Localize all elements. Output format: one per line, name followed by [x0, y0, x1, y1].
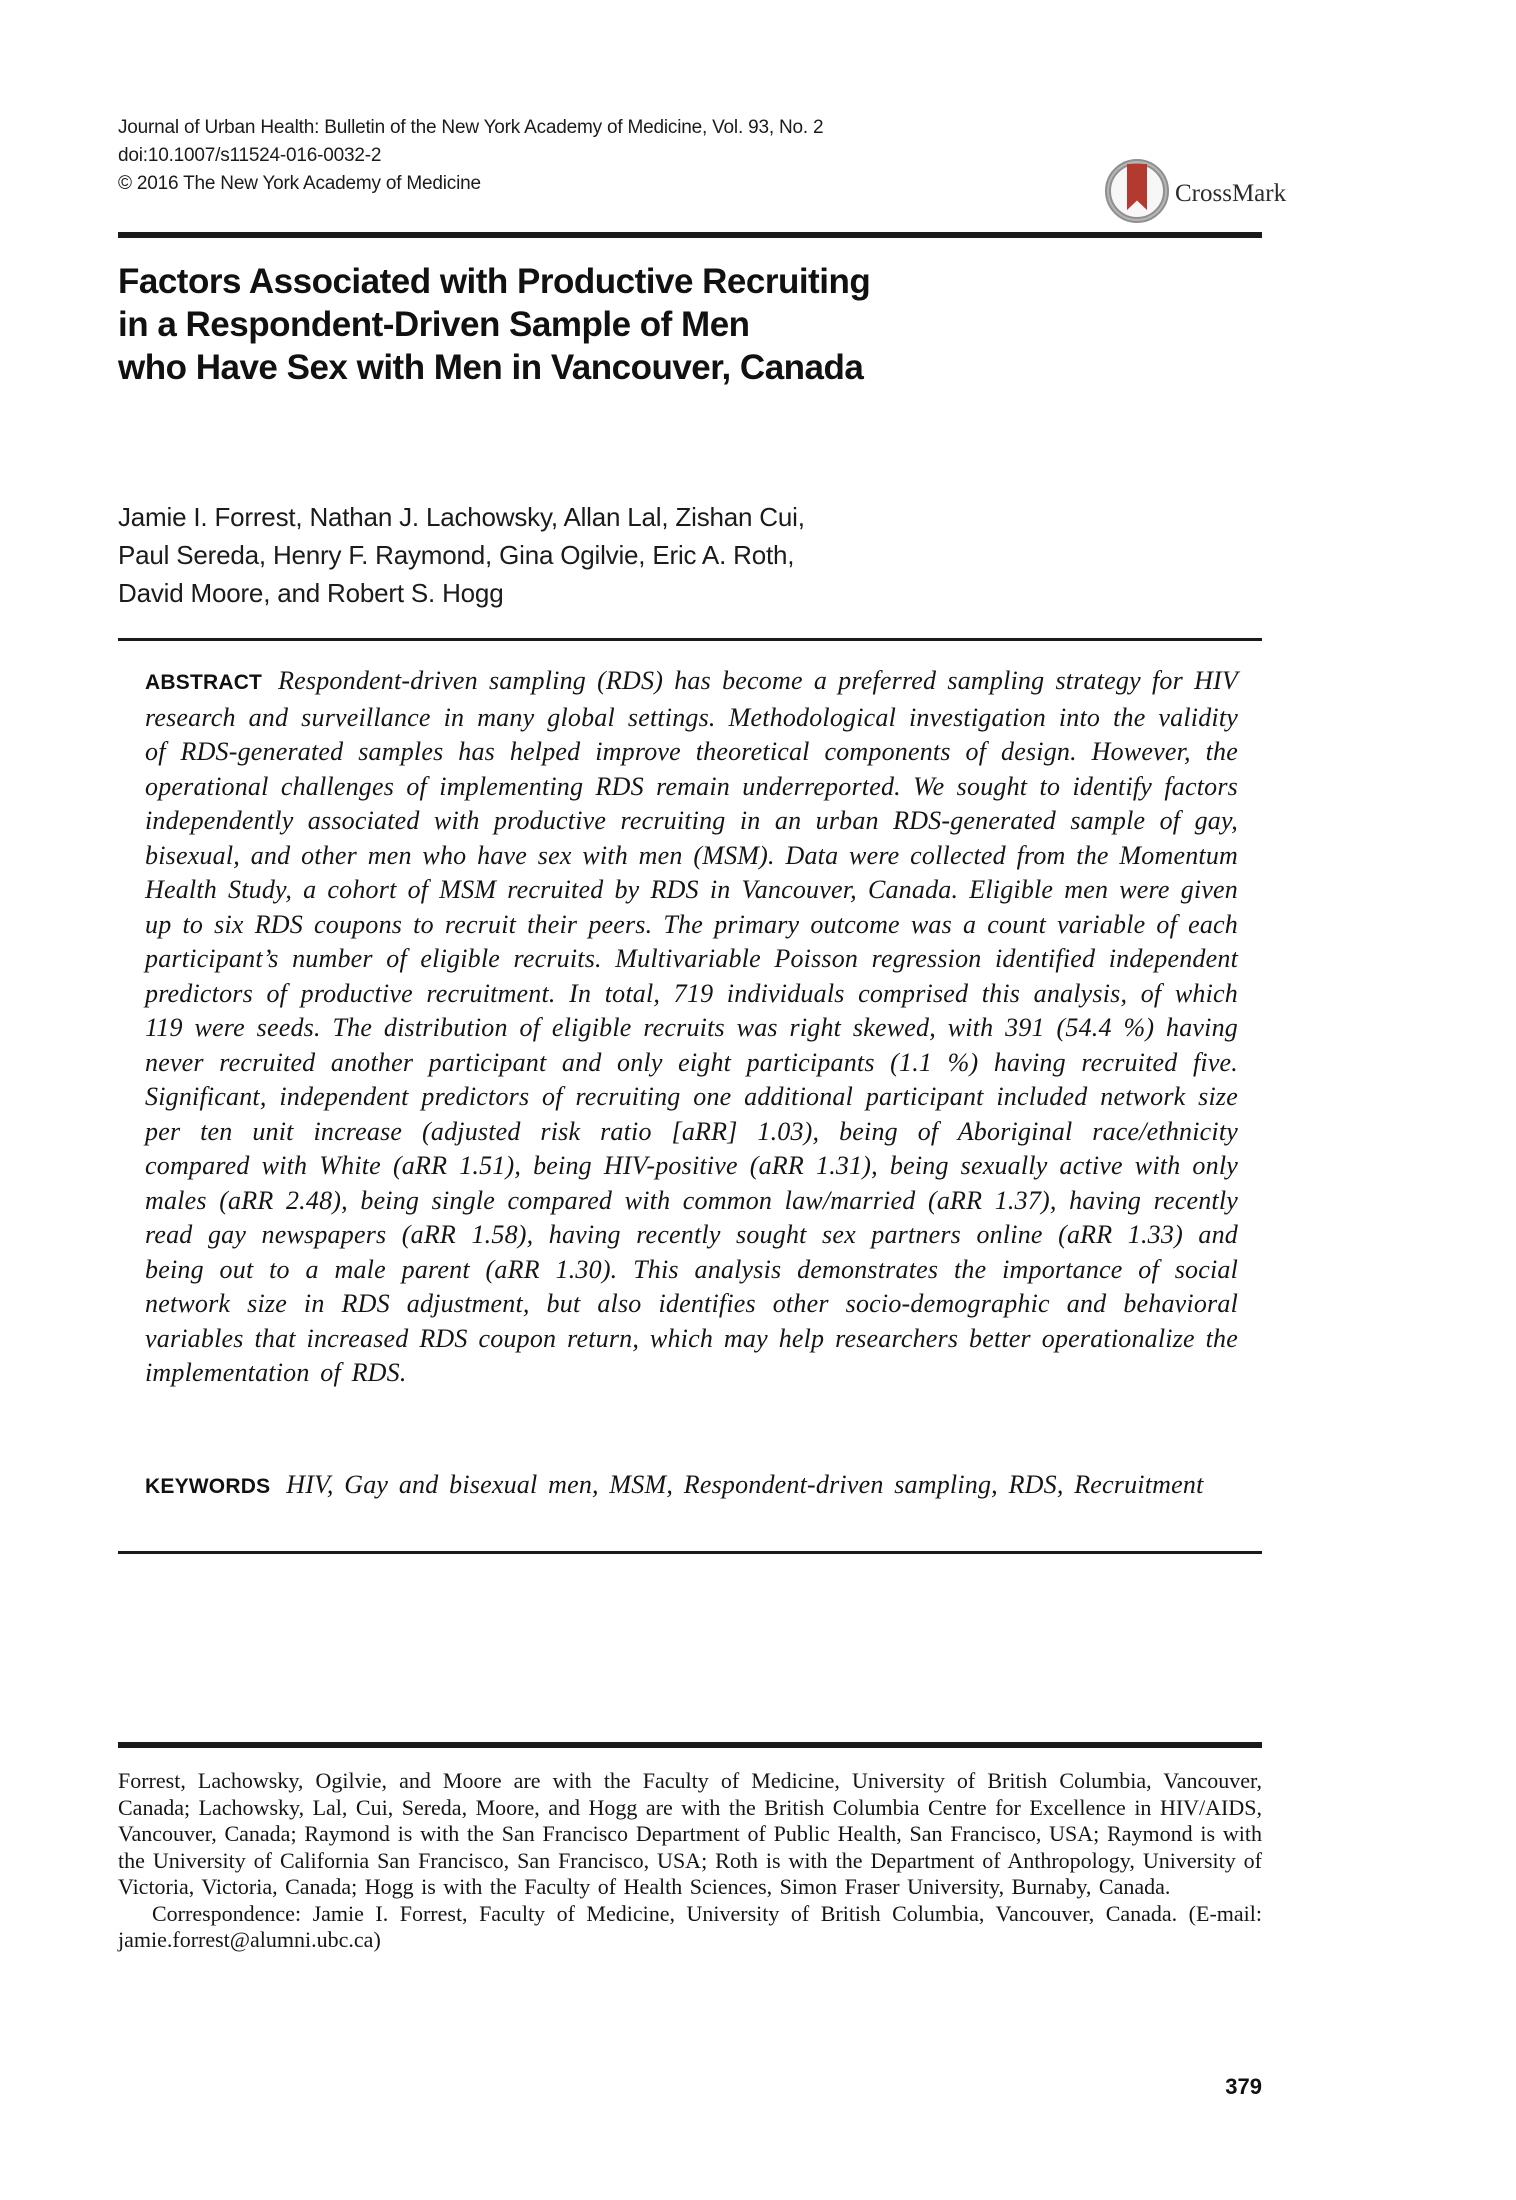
- keywords-label: KEYWORDS: [145, 1475, 271, 1498]
- correspondence-text: Correspondence: Jamie I. Forrest, Faculty of Medicine, University of British Columbia, Vancouver, Canada. (E-mail: jamie.forrest@alumni.ubc.ca): [118, 1900, 1262, 1952]
- keywords-text: HIV, Gay and bisexual men, MSM, Respondent-driven sampling, RDS, Recruitment: [286, 1470, 1204, 1499]
- footnote-section: [118, 1768, 1262, 1954]
- author-line-3: David Moore, and Robert S. Hogg: [118, 578, 504, 608]
- copyright-line: © 2016 The New York Academy of Medicine: [118, 173, 481, 194]
- crossmark-badge[interactable]: [1104, 158, 1286, 229]
- abstract-section: [145, 664, 1238, 1391]
- doi-line: doi:10.1007/s11524-016-0032-2: [118, 145, 382, 166]
- crossmark-label: CrossMark: [1175, 179, 1287, 207]
- abstract-label: ABSTRACT: [145, 671, 263, 694]
- abstract-text: Respondent-driven sampling (RDS) has become a preferred sampling strategy for HIV research and surveillance in many global settings. Methodological investigation into the validity of RDS-generated samples has helped improve theoretical components of design. However, the operational challenges of implementing RDS remain underreported. We sought to identify factors independently associated with productive recruiting in an urban RDS-generated sample of gay, bisexual, and other men who have sex with men (MSM). Data were collected from the Momentum Health Study, a cohort of MSM recruited by RDS in Vancouver, Canada. Eligible men were given up to six RDS coupons to recruit their peers. The primary outcome was a count variable of each participant’s number of eligible recruits. Multivariable Poisson regression identified independent predictors of productive recruitment. In total, 719 individuals comprised this analysis, of which 119 were seeds. The distribution of eligible recruits was right skewed, with 391 (54.4 %) having never recruited another participant and only eight participants (1.1 %) having recruited five. Significant, independent predictors of recruiting one additional participant included network size per ten unit increase (adjusted risk ratio [aRR] 1.03), being of Aboriginal race/ethnicity compared with White (aRR 1.51), being HIV-positive (aRR 1.31), being sexually active with only males (aRR 2.48), being single compared with common law/married (aRR 1.37), having recently read gay newspapers (aRR 1.58), having recently sought sex partners online (aRR 1.33) and being out to a male parent (aRR 1.30). This analysis demonstrates the importance of social network size in RDS adjustment, but also identifies other socio-demographic and behavioral variables that increased RDS coupon return, which may help researchers better operationalize the implementation of RDS.: [145, 666, 1238, 1387]
- footnote-rule: [118, 1742, 1262, 1748]
- author-line-2: Paul Sereda, Henry F. Raymond, Gina Ogilvie, Eric A. Roth,: [118, 540, 795, 570]
- title-line-2: in a Respondent-Driven Sample of Men: [118, 305, 750, 344]
- title-line-3: who Have Sex with Men in Vancouver, Canada: [118, 348, 864, 387]
- page-number: 379: [1225, 2074, 1262, 2099]
- header-meta: [118, 114, 1078, 198]
- abstract-paragraph: [145, 664, 1238, 1391]
- title-line-1: Factors Associated with Productive Recruiting: [118, 262, 871, 301]
- keywords-section: [145, 1468, 1238, 1505]
- journal-line: Journal of Urban Health: Bulletin of the New York Academy of Medicine, Vol. 93, No. 2: [118, 117, 824, 138]
- crossmark-icon: [1104, 158, 1170, 229]
- header-rule: [118, 232, 1262, 238]
- keywords-paragraph: [145, 1468, 1238, 1505]
- author-list: [118, 498, 1078, 612]
- authors-rule: [118, 638, 1262, 641]
- article-title: [118, 260, 1178, 389]
- affiliations-text: Forrest, Lachowsky, Ogilvie, and Moore are with the Faculty of Medicine, University of British Columbia, Vancouver, Canada; Lachowsky, Lal, Cui, Sereda, Moore, and Hogg are with the British Columbia Centre for Excellence in HIV/AIDS, Vancouver, Canada; Raymond is with the San Francisco Department of Public Health, San Francisco, USA; Raymond is with the University of California San Francisco, San Francisco, USA; Roth is with the Department of Anthropology, University of Victoria, Victoria, Canada; Hogg is with the Faculty of Health Sciences, Simon Fraser University, Burnaby, Canada.: [118, 1768, 1262, 1899]
- keywords-rule: [118, 1551, 1262, 1554]
- author-line-1: Jamie I. Forrest, Nathan J. Lachowsky, Allan Lal, Zishan Cui,: [118, 502, 805, 532]
